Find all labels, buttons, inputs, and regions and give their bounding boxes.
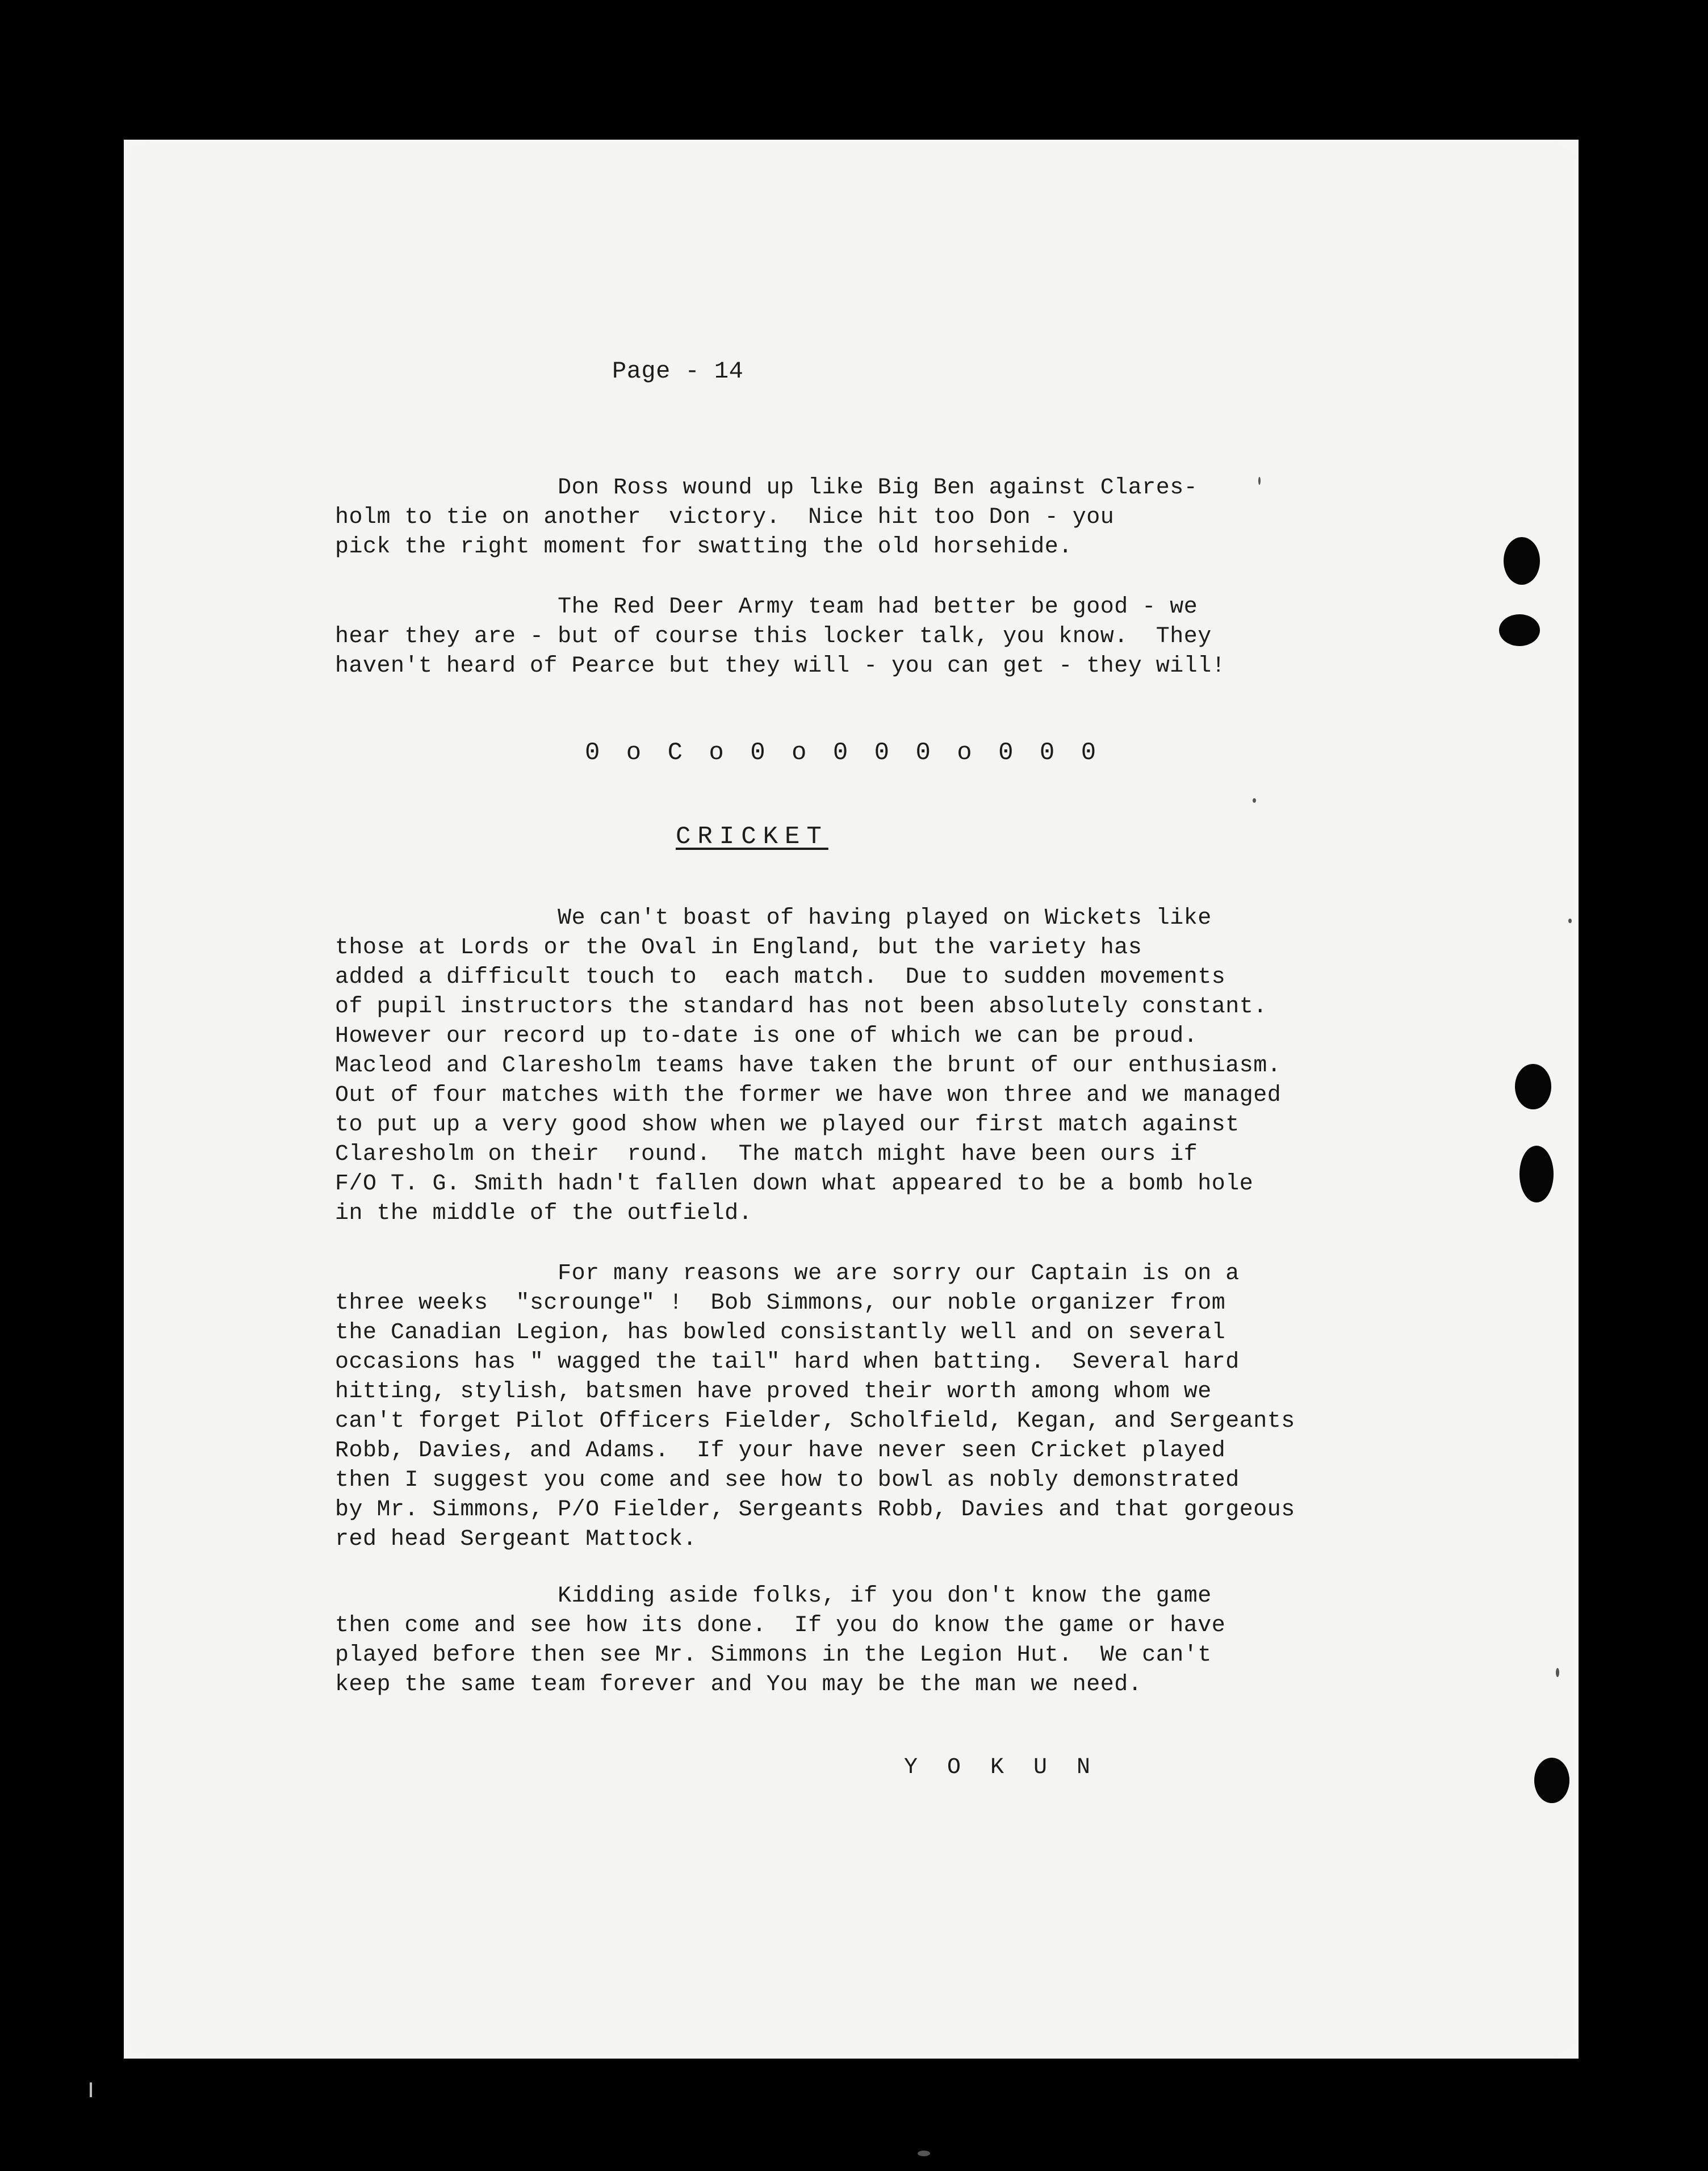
paragraph-line: in the middle of the outfield. — [335, 1201, 753, 1226]
speck — [1556, 1668, 1559, 1677]
paragraph-line: pick the right moment for swatting the old horsehide. — [335, 534, 1073, 560]
paragraph-line: then come and see how its done. If you do know the game or have — [335, 1613, 1226, 1638]
punch-hole — [1534, 1758, 1569, 1803]
paragraph-line: haven't heard of Pearce but they will - you can get - they will! — [335, 653, 1226, 679]
paragraph-line: by Mr. Simmons, P/O Fielder, Sergeants Robb, Davies and that gorgeous — [335, 1497, 1295, 1523]
paragraph-line: For many reasons we are sorry our Captain is on a — [335, 1261, 1240, 1286]
paragraph-line: F/O T. G. Smith hadn't fallen down what appeared to be a bomb hole — [335, 1171, 1254, 1197]
speck — [1568, 919, 1572, 923]
paragraph-line: We can't boast of having played on Wickets like — [335, 906, 1212, 931]
section-heading: CRICKET — [676, 823, 828, 851]
paragraph-line: three weeks "scrounge" ! Bob Simmons, our noble organizer from — [335, 1290, 1226, 1316]
paragraph-line: Claresholm on their round. The match might have been ours if — [335, 1142, 1198, 1167]
punch-hole — [1504, 537, 1540, 585]
paragraph-line: of pupil instructors the standard has not been absolutely constant. — [335, 994, 1267, 1020]
punch-hole — [1499, 614, 1540, 646]
paragraph-line: holm to tie on another victory. Nice hit too Don - you — [335, 505, 1115, 530]
page-number: Page - 14 — [612, 358, 744, 385]
paragraph-line: hitting, stylish, batsmen have proved their worth among whom we — [335, 1379, 1212, 1405]
paragraph-line: added a difficult touch to each match. Due to sudden movements — [335, 965, 1226, 990]
speck — [1253, 798, 1256, 803]
speck — [918, 2151, 930, 2156]
paragraph-line: However our record up to-date is one of which we can be proud. — [335, 1024, 1198, 1049]
speck — [1258, 477, 1261, 485]
paragraph-line: Out of four matches with the former we have won three and we managed — [335, 1083, 1282, 1108]
paragraph-line: The Red Deer Army team had better be good - we — [335, 594, 1198, 620]
paragraph-line: occasions has " wagged the tail" hard when batting. Several hard — [335, 1349, 1240, 1375]
paragraph-line: hear they are - but of course this locker talk, you know. They — [335, 624, 1212, 649]
paragraph-line: keep the same team forever and You may be the man we need. — [335, 1672, 1142, 1698]
edge-mark — [90, 2082, 92, 2097]
paragraph-line: red head Sergeant Mattock. — [335, 1527, 697, 1552]
paragraph-line: then I suggest you come and see how to bowl as nobly demonstrated — [335, 1468, 1240, 1493]
paragraph-line: those at Lords or the Oval in England, but the variety has — [335, 935, 1142, 961]
paragraph-line: played before then see Mr. Simmons in the Legion Hut. We can't — [335, 1642, 1212, 1668]
paragraph-line: Robb, Davies, and Adams. If your have never seen Cricket played — [335, 1438, 1226, 1464]
paragraph-line: the Canadian Legion, has bowled consistantly well and on several — [335, 1320, 1226, 1346]
punch-hole — [1515, 1064, 1551, 1109]
section-divider: 0 o C o 0 o 0 0 0 o 0 0 0 — [585, 739, 1102, 767]
paragraph-line: Kidding aside folks, if you don't know the game — [335, 1583, 1212, 1609]
paragraph-line: Macleod and Claresholm teams have taken the brunt of our enthusiasm. — [335, 1053, 1282, 1079]
paragraph-line: can't forget Pilot Officers Fielder, Scholfield, Kegan, and Sergeants — [335, 1409, 1295, 1434]
punch-hole — [1519, 1146, 1554, 1202]
signoff: Y O K U N — [904, 1755, 1099, 1780]
paragraph-line: to put up a very good show when we played our first match against — [335, 1112, 1240, 1138]
paragraph-line: Don Ross wound up like Big Ben against Clares- — [335, 475, 1198, 501]
